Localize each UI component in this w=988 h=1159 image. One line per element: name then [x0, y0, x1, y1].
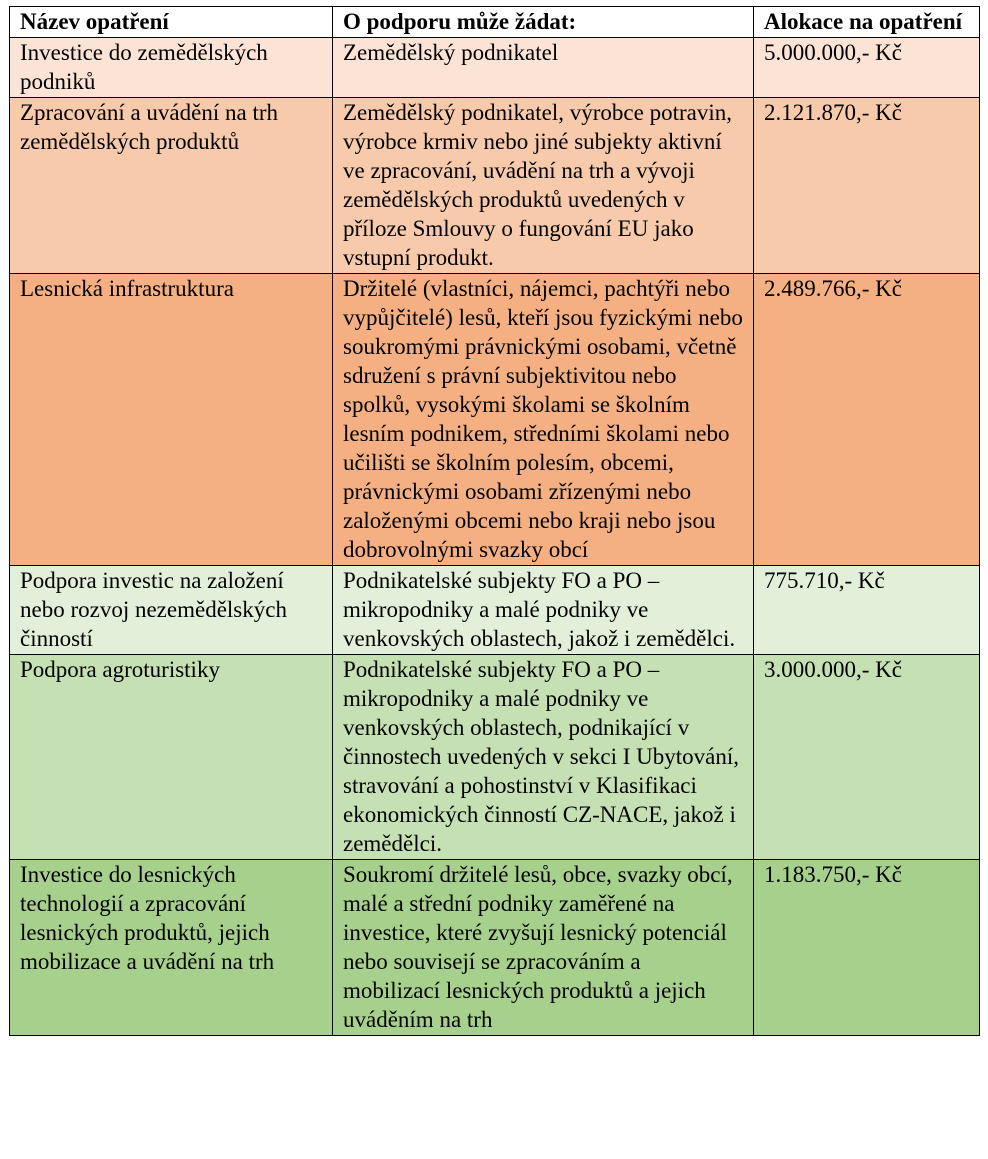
- header-allocation: Alokace na opatření: [754, 7, 980, 38]
- table-row: [10, 566, 980, 655]
- allocation-cell: 3.000.000,- Kč: [754, 655, 980, 860]
- applicants-cell: Zemědělský podnikatel, výrobce potravin, výrobce krmiv nebo jiné subjekty aktivní ve zpracování, uvádění na trh a vývoji zemědělských produktů uvedených v příloze Smlouvy o fungování EU jako vstupní produkt.: [333, 98, 754, 274]
- applicants-cell: Zemědělský podnikatel: [333, 38, 754, 98]
- table-row: [10, 274, 980, 566]
- allocation-cell: 2.489.766,- Kč: [754, 274, 980, 566]
- allocation-cell: 2.121.870,- Kč: [754, 98, 980, 274]
- header-applicants: O podporu může žádat:: [333, 7, 754, 38]
- header-row: [10, 7, 980, 38]
- measures-table: [9, 6, 980, 1036]
- measure-name-cell: Lesnická infrastruktura: [10, 274, 333, 566]
- measure-name-cell: Investice do lesnických technologií a zpracování lesnických produktů, jejich mobilizace a uvádění na trh: [10, 860, 333, 1036]
- table-row: [10, 655, 980, 860]
- measure-name-cell: Zpracování a uvádění na trh zemědělských produktů: [10, 98, 333, 274]
- measure-name-cell: Podpora agroturistiky: [10, 655, 333, 860]
- allocation-cell: 1.183.750,- Kč: [754, 860, 980, 1036]
- table-row: [10, 860, 980, 1036]
- applicants-cell: Soukromí držitelé lesů, obce, svazky obcí, malé a střední podniky zaměřené na investice, které zvyšují lesnický potenciál nebo souvisejí se zpracováním a mobilizací lesnických produktů a jejich uváděním na trh: [333, 860, 754, 1036]
- measure-name-cell: Investice do zemědělských podniků: [10, 38, 333, 98]
- applicants-cell: Podnikatelské subjekty FO a PO – mikropodniky a malé podniky ve venkovských oblastech, jakož i zemědělci.: [333, 566, 754, 655]
- allocation-cell: 5.000.000,- Kč: [754, 38, 980, 98]
- table-row: [10, 98, 980, 274]
- applicants-cell: Držitelé (vlastníci, nájemci, pachtýři nebo vypůjčitelé) lesů, kteří jsou fyzickými nebo soukromými právnickými osobami, včetně sdružení s právní subjektivitou nebo spolků, vysokými školami se školním lesním podnikem, středními školami nebo učilišti se školním polesím, obcemi, právnickými osobami zřízenými nebo založenými obcemi nebo kraji nebo jsou dobrovolnými svazky obcí: [333, 274, 754, 566]
- table-row: [10, 38, 980, 98]
- applicants-cell: Podnikatelské subjekty FO a PO – mikropodniky a malé podniky ve venkovských oblastech, podnikající v činnostech uvedených v sekci I Ubytování, stravování a pohostinství v Klasifikaci ekonomických činností CZ-NACE, jakož i zemědělci.: [333, 655, 754, 860]
- allocation-cell: 775.710,- Kč: [754, 566, 980, 655]
- measure-name-cell: Podpora investic na založení nebo rozvoj nezemědělských činností: [10, 566, 333, 655]
- header-measure-name: Název opatření: [10, 7, 333, 38]
